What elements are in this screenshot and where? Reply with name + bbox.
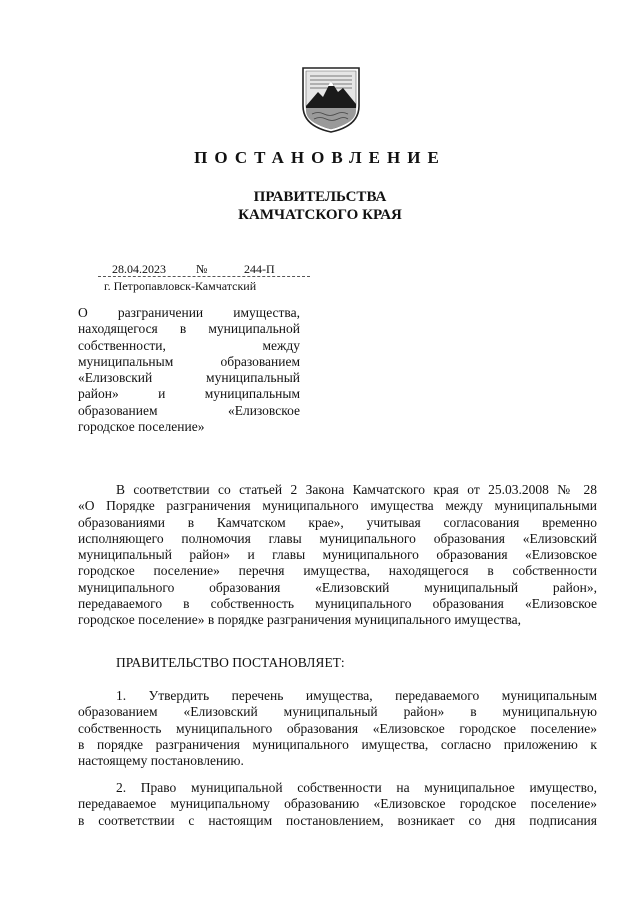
subject-line: городское поселение» (78, 419, 205, 435)
subject-line: район» и муниципальным (78, 386, 300, 402)
clause-2 (78, 780, 597, 829)
paragraph-line: исполняющего полномочия главы муниципального образования «Елизовский (78, 530, 597, 546)
subject-line: образованием «Елизовское (78, 402, 300, 418)
document-subject (78, 305, 300, 435)
paragraph-line: 2. Право муниципальной собственности на муниципальное имущество, (116, 780, 597, 795)
subject-line: О разграничении имущества, (78, 305, 300, 320)
subject-line: «Елизовский муниципальный (78, 370, 300, 386)
authority-line-2: КАМЧАТСКОГО КРАЯ (238, 207, 402, 223)
clause-1 (78, 688, 597, 769)
paragraph-line: в порядке разграничения муниципального имущества, согласно приложению к (78, 736, 597, 752)
subject-line: муниципальным образованием (78, 353, 300, 369)
paragraph-line: образованиями в Камчатском крае», учитывая согласования временно (78, 514, 597, 530)
paragraph-line: муниципального образования «Елизовский муниципальный район», (78, 579, 597, 595)
issuing-authority (0, 188, 640, 224)
paragraph-line: настоящему постановлению. (78, 753, 244, 769)
number-sign: № (196, 262, 208, 276)
paragraph-line: городское поселение» перечня имущества, находящегося в собственности (78, 563, 597, 579)
paragraph-line: передаваемое муниципальному образованию «Елизовское городское поселение» (78, 796, 597, 812)
authority-line-1: ПРАВИТЕЛЬСТВА (253, 189, 387, 205)
paragraph-line: муниципальный район» и главы муниципального образования «Елизовское (78, 547, 597, 563)
resolution-heading: ПРАВИТЕЛЬСТВО ПОСТАНОВЛЯЕТ: (116, 655, 345, 670)
registration-block (98, 262, 310, 294)
date-number-line (98, 262, 310, 277)
document-date: 28.04.2023 (112, 262, 166, 276)
subject-line: находящегося в муниципальной (78, 321, 300, 337)
preamble-paragraph (78, 482, 597, 629)
document-type: ПОСТАНОВЛЕНИЕ (194, 148, 446, 167)
subject-line: собственности, между (78, 337, 300, 353)
city: г. Петропавловск-Камчатский (104, 279, 257, 293)
paragraph-line: в соответствии с настоящим постановлением, возникает со дня подписания (78, 812, 597, 828)
paragraph-line: передаваемого в собственность муниципального образования «Елизовское (78, 596, 597, 612)
paragraph-line: 1. Утвердить перечень имущества, передаваемого муниципальным (116, 688, 597, 703)
document-number: 244-П (244, 262, 275, 276)
paragraph-line: собственность муниципального образования «Елизовское городское поселение» (78, 720, 597, 736)
paragraph-line: В соответствии со статьей 2 Закона Камчатского края от 25.03.2008 № 28 (116, 482, 597, 497)
paragraph-line: образованием «Елизовский муниципальный район» в муниципальную (78, 704, 597, 720)
kamchatka-emblem-icon (300, 64, 362, 134)
paragraph-line: городское поселение» в порядке разграничения муниципального имущества, (78, 612, 522, 628)
paragraph-line: «О Порядке разграничения муниципального имущества между муниципальными (78, 498, 597, 514)
